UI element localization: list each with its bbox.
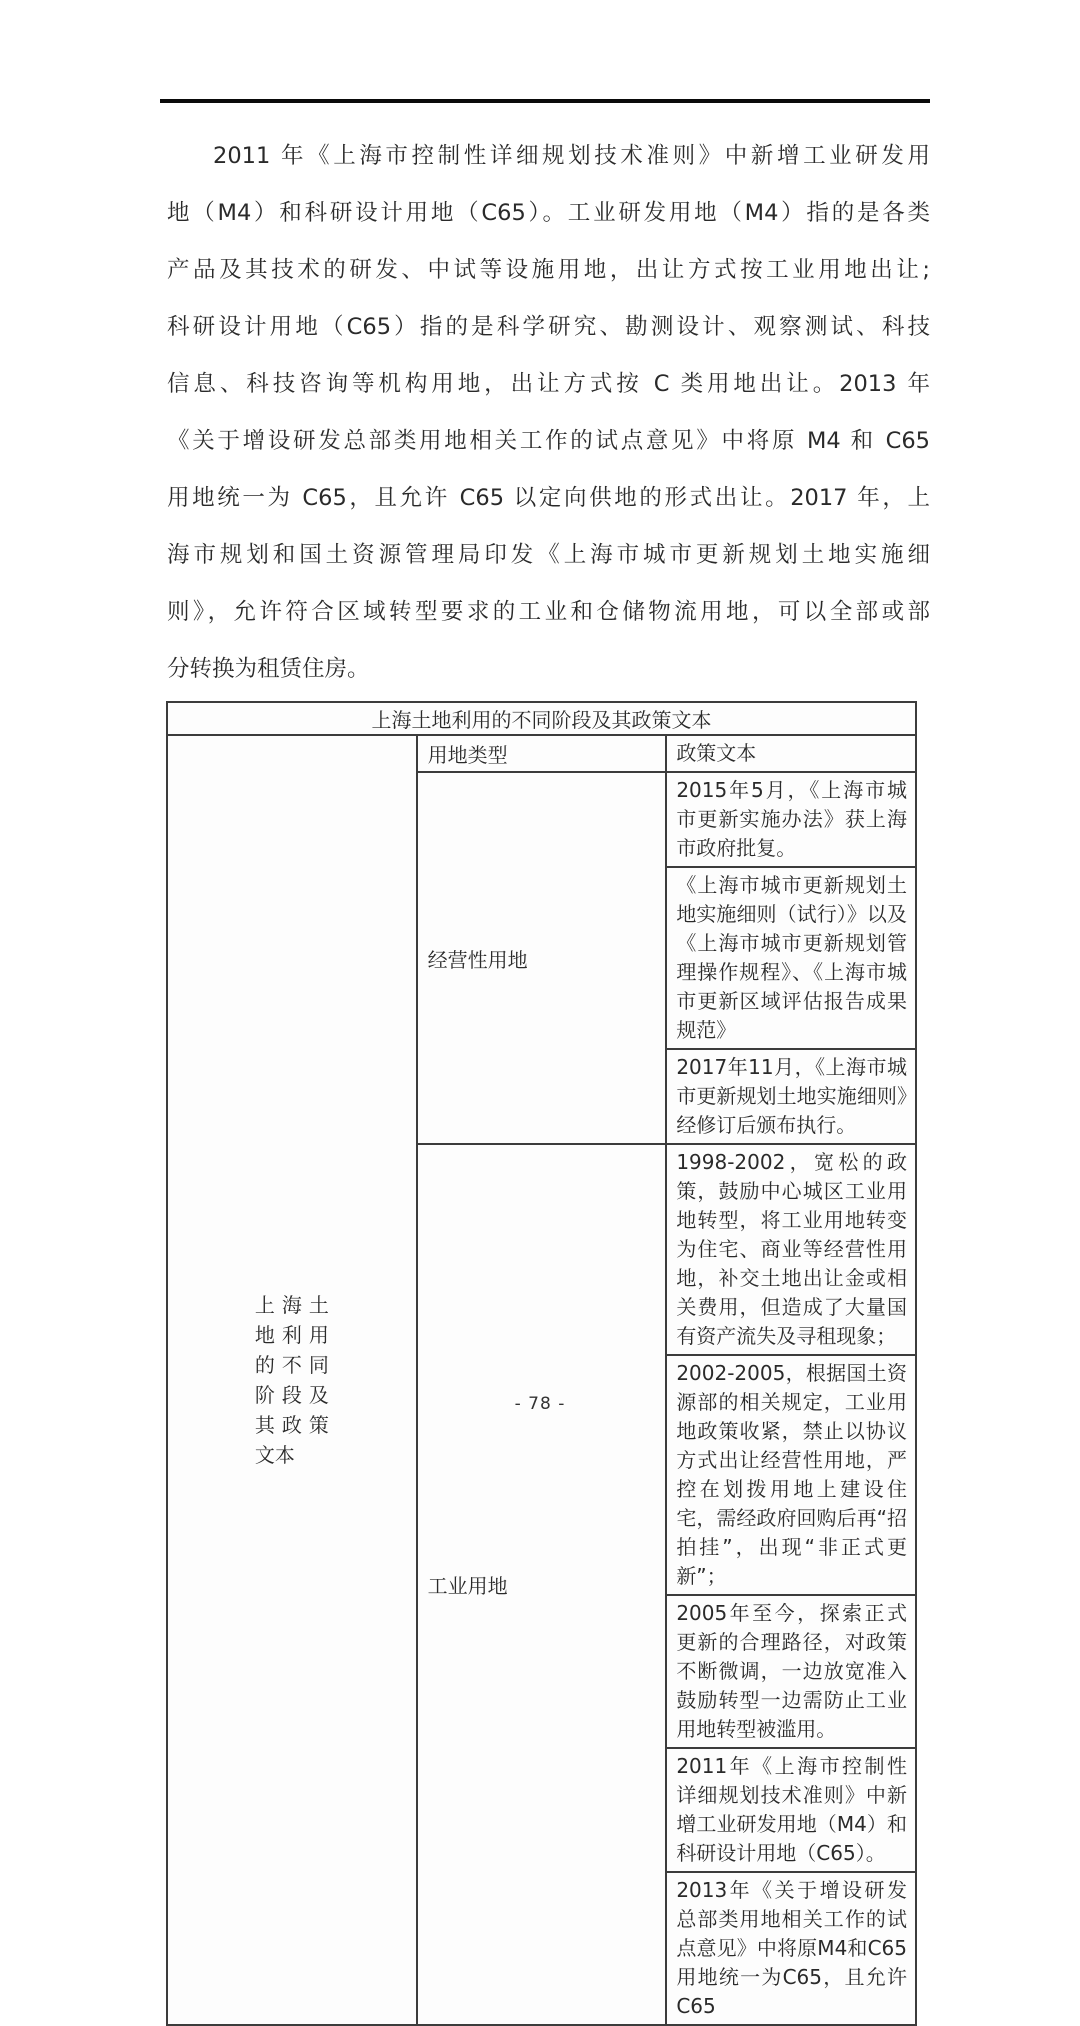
- stage-label-line: 文本: [254, 1443, 295, 1467]
- policy-text-cell: 1998-2002，宽松的政策，鼓励中心城区工业用地转型，将工业用地转变为住宅、商业等经营性用地，补交土地出让金或相关费用，但造成了大量国有资产流失及寻租现象；: [666, 1144, 916, 1355]
- stage-label-line: 的 不 同: [254, 1353, 329, 1377]
- table-title-row: [167, 702, 916, 735]
- land-type-commercial: 经营性用地: [417, 772, 667, 1144]
- policy-text-cell: 2013年《关于增设研发总部类用地相关工作的试点意见》中将原M4和C65用地统一为C65，且允许C65: [666, 1872, 916, 2025]
- land-type-industrial: 工业用地: [417, 1144, 667, 2025]
- paragraph-line: 信息、科技咨询等机构用地，出让方式按 C 类用地出让。2013 年: [167, 371, 930, 397]
- paragraph-line: 用地统一为 C65，且允许 C65 以定向供地的形式出让。2017 年，上: [167, 485, 930, 511]
- paragraph-line: 海市规划和国土资源管理局印发《上海市城市更新规划土地实施细: [167, 542, 930, 568]
- paragraph-line: 2011 年《上海市控制性详细规划技术准则》中新增工业研发用: [213, 143, 930, 169]
- stage-label-line: 其 政 策: [254, 1413, 329, 1437]
- paragraph-line: 科研设计用地（C65）指的是科学研究、勘测设计、观察测试、科技: [167, 314, 930, 340]
- paragraph-line: 《关于增设研发总部类用地相关工作的试点意见》中将原 M4 和 C65: [167, 428, 930, 454]
- paragraph-line: 地（M4）和科研设计用地（C65）。工业研发用地（M4）指的是各类: [167, 200, 930, 226]
- policy-table: [166, 701, 917, 2026]
- body-paragraph: [167, 128, 930, 698]
- policy-text-cell: 2017年11月，《上海市城市更新规划土地实施细则》经修订后颁布执行。: [666, 1049, 916, 1144]
- paragraph-line: 产品及其技术的研发、中试等设施用地，出让方式按工业用地出让;: [167, 257, 930, 283]
- stage-label-line: 上 海 土: [254, 1293, 329, 1317]
- table-header-row: [167, 735, 916, 772]
- header-rule: [160, 99, 930, 103]
- policy-text-cell: 2002-2005，根据国土资源部的相关规定，工业用地政策收紧，禁止以协议方式出让经营性用地，严控在划拨用地上建设住宅，需经政府回购后再“招拍挂”，出现“非正式更新”；: [666, 1355, 916, 1595]
- paragraph-line: 则》，允许符合区域转型要求的工业和仓储物流用地，可以全部或部: [167, 599, 930, 625]
- policy-text-cell: 2015年5月，《上海市城市更新实施办法》获上海市政府批复。: [666, 772, 916, 867]
- stage-label-line: 地 利 用: [254, 1323, 329, 1347]
- page-number: - 78 -: [514, 1394, 566, 1414]
- table-title: 上海土地利用的不同阶段及其政策文本: [167, 702, 916, 735]
- policy-text-cell: 2005年至今，探索正式更新的合理路径，对政策不断微调，一边放宽准入鼓励转型一边需防止工业用地转型被滥用。: [666, 1595, 916, 1748]
- stage-label-line: 阶 段 及: [254, 1383, 329, 1407]
- paragraph-line: 分转换为租赁住房。: [167, 656, 370, 682]
- column-header-type: 用地类型: [417, 735, 667, 772]
- stage-label-cell: [167, 735, 417, 2025]
- policy-text-cell: 2011年《上海市控制性详细规划技术准则》中新增工业研发用地（M4）和科研设计用地（C65）。: [666, 1748, 916, 1872]
- policy-text-cell: 《上海市城市更新规划土地实施细则（试行）》以及《上海市城市更新规划管理操作规程》、《上海市城市更新区域评估报告成果规范》: [666, 867, 916, 1049]
- stage-label: [255, 1290, 329, 1470]
- column-header-policy: 政策文本: [666, 735, 916, 772]
